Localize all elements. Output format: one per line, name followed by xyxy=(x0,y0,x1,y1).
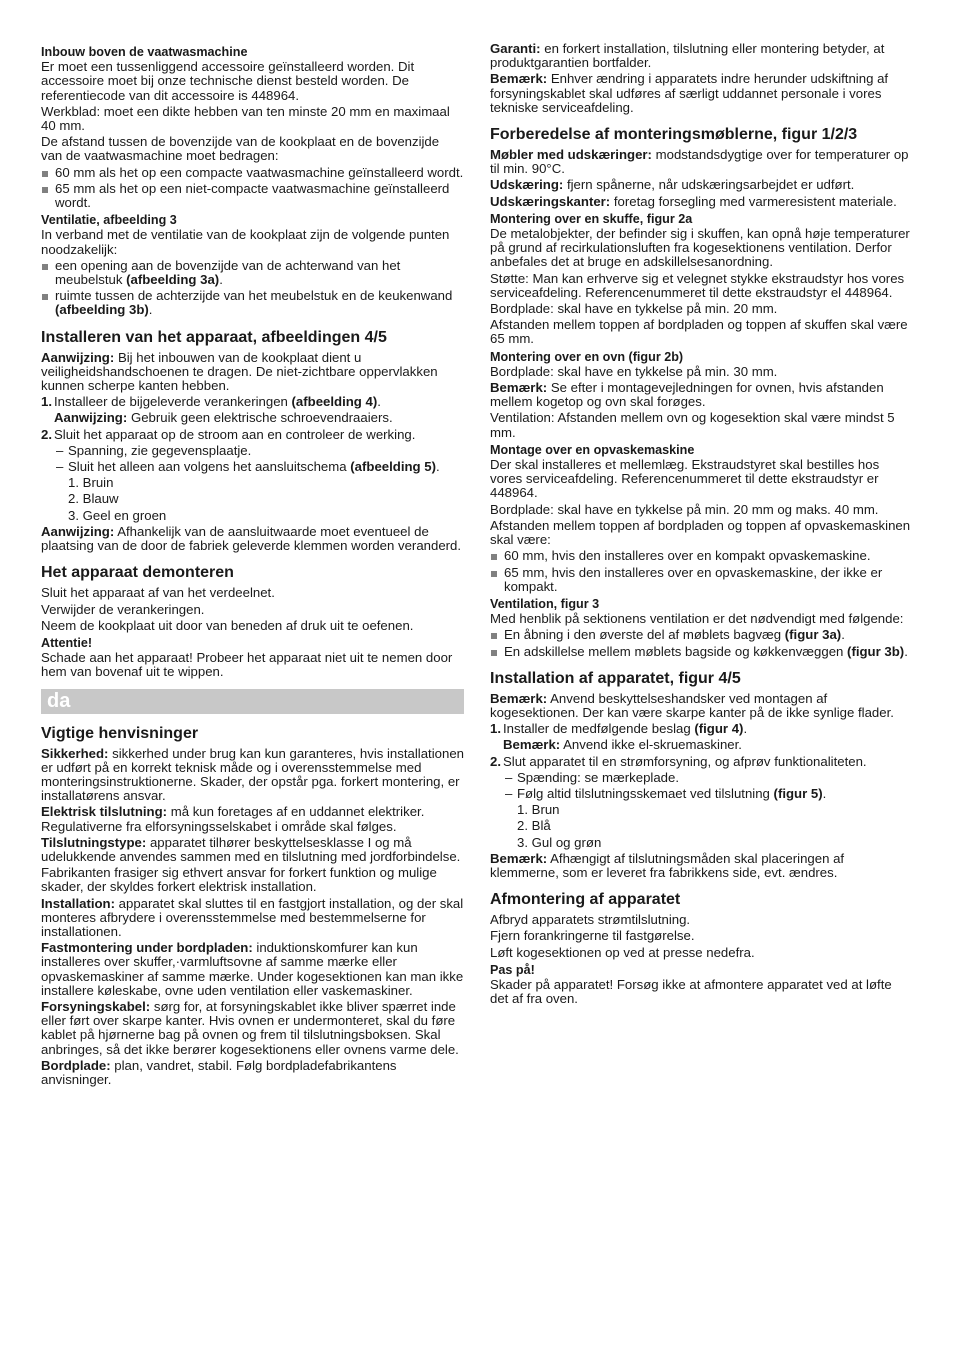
term-text: modstandsdygtige over for temperaturer op til min. 90°C. xyxy=(490,147,909,177)
note xyxy=(490,852,913,880)
bullet-item: En adskillelse mellem møblets bagside og køkkenvæggen (figur 3b). xyxy=(490,645,913,659)
note-label: Bemærk: xyxy=(503,737,561,753)
step-number: 2. xyxy=(41,426,52,442)
paragraph xyxy=(41,1059,464,1087)
paragraph: Afstanden mellem toppen af bordpladen og toppen af skuffen skal være 65 mm. xyxy=(490,317,908,347)
step-text: Sluit het apparaat op de stroom aan en controleer de werking. xyxy=(54,426,416,442)
dash-item: – Følg altid tilslutningsskemaet ved tilslutning (figur 5). xyxy=(490,787,913,801)
paragraph: Der skal installeres et mellemlæg. Ekstraudstyret skal bestilles hos vores serviceafdeling. Referencenummeret til dette ekstraudstyr er 448964. xyxy=(490,457,880,501)
dash-item xyxy=(41,444,464,458)
paragraph: Verwijder de verankeringen. xyxy=(41,601,205,617)
step-note xyxy=(490,738,913,752)
dash-text: Sluit het alleen aan volgens het aansluitschema xyxy=(68,459,347,475)
step-item xyxy=(41,428,464,442)
note-text: Afhængigt af tilslutningsmåden skal placeringen af klemmerne, som er leveret fra fabrikkens side, evt. ændres. xyxy=(490,850,845,880)
paragraph: Sluit het apparaat af van het verdeelnet. xyxy=(41,585,275,601)
section-subtitle: Ventilatie, afbeelding 3 xyxy=(41,213,177,228)
dash-text: Spænding: se mærkeplade. xyxy=(517,769,680,785)
ordered-item: 1. Bruin xyxy=(68,475,114,491)
figure-ref: (afbeelding 4) xyxy=(291,394,378,410)
figure-ref: (afbeelding 3b) xyxy=(55,302,149,318)
paragraph: Afstanden mellem toppen af bordpladen og toppen af opvaskemaskinen skal være: xyxy=(490,517,911,548)
bullet-item: En åbning i den øverste del af møblets bagvæg (figur 3a). xyxy=(490,628,913,642)
paragraph: Bordplade: skal have en tykkelse på min. 30 mm. xyxy=(490,363,778,379)
dash-text: Følg altid tilslutningsskemaet ved tilslutning xyxy=(517,785,770,801)
paragraph xyxy=(490,148,913,176)
section-heading: Het apparaat demonteren xyxy=(41,564,234,582)
paragraph: Afbryd apparatets strømtilslutning. xyxy=(490,912,691,928)
ordered-item: 2. Blauw xyxy=(68,491,119,507)
warning-title: Pas på! xyxy=(490,962,535,977)
section-subtitle: Montering over en ovn (figur 2b) xyxy=(490,349,684,364)
bullet-text: 65 mm, hvis den installeres over en opvaskemaskine, der ikke er kompakt. xyxy=(504,564,883,594)
note xyxy=(41,525,464,553)
note xyxy=(490,692,913,720)
paragraph xyxy=(490,72,913,115)
term-label: Forsyningskabel: xyxy=(41,998,151,1014)
bullet-text: 60 mm als het op een compacte vaatwasmachine geïnstalleerd wordt. xyxy=(55,164,464,180)
section-subtitle: Inbouw boven de vaatwasmachine xyxy=(41,45,248,59)
term-text: fjern spånerne, når udskæringsarbejdet er udført. xyxy=(566,177,855,193)
bullet-text: En adskillelse mellem møblets bagside og køkkenvæggen xyxy=(504,643,844,659)
term-text: induktionskomfurer kan kun installeres over skuffer,·varmluftsovne af samme mærke eller opvaskemaskiner af samme mærke. Under kogesektionen kan man ikke installere køleskabe, ovne uden ventilation eller vaskemaskiner. xyxy=(41,940,464,998)
step-number: 2. xyxy=(490,753,501,769)
paragraph: De afstand tussen de bovenzijde van de kookplaat en de bovenzijde van de vaatwasmachine moet bedragen: xyxy=(41,134,440,164)
section-subtitle: Montering over en skuffe, figur 2a xyxy=(490,211,693,226)
step-item: 1. Installeer de bijgeleverde verankeringen (afbeelding 4). xyxy=(41,394,381,410)
paragraph xyxy=(490,178,913,192)
section-subtitle: Ventilation, figur 3 xyxy=(490,596,600,611)
bullet-text: En åbning i den øverste del af møblets bagvæg xyxy=(504,627,782,643)
dash-text: Spanning, zie gegevensplaatje. xyxy=(68,442,252,458)
warning-text: Schade aan het apparaat! Probeer het apparaat niet uit te nemen door hem van bovenaf uit te wippen. xyxy=(41,650,453,680)
term-label: Udskæring: xyxy=(490,177,564,193)
term-text: apparatet skal sluttes til en fastgjort installation, og der skal monteres afbrydere i overensstemmelse med bestemmelserne for installationen. xyxy=(41,895,464,939)
note-label: Aanwijzing: xyxy=(41,523,115,539)
paragraph: Werkblad: moet een dikte hebben van ten minste 20 mm en maximaal 40 mm. xyxy=(41,103,450,134)
paragraph: Fabrikanten frasiger sig ethvert ansvar for forkert funktion og mulige skader, der skyldes forkert elektrisk installation. xyxy=(41,865,437,895)
term-text: sørg for, at forsyningskablet ikke bliver spærret inde eller ført over skarpe kanter. Hvis ovnen er undermonteret, skal du føre kablet på hjørnerne bag på ovnen og frem til tilslutningsboksen. Skal anbringes, så det ikke berører kogesektionens eller ovnens varme dele. xyxy=(41,998,459,1057)
bullet-text: 60 mm, hvis den installeres over en kompakt opvaskemaskine. xyxy=(504,548,871,564)
note-label: Bemærk: xyxy=(490,690,548,706)
ordered-item: 2. Blå xyxy=(517,818,551,834)
dash-item xyxy=(490,771,913,785)
term-text: apparatet tilhører beskyttelsesklasse I og må udelukkende anvendes sammen med en tilslutning med jordforbindelse. xyxy=(41,834,461,864)
term-label: Fastmontering under bordpladen: xyxy=(41,940,253,956)
bullet-item: een opening aan de bovenzijde van de achterwand van het meubelstuk (afbeelding 3a). xyxy=(41,259,464,287)
step-item: 1. Installer de medfølgende beslag (figur 4). xyxy=(490,721,748,737)
bullet-item xyxy=(490,566,913,594)
note-label: Aanwijzing: xyxy=(54,410,128,426)
term-label: Sikkerhed: xyxy=(41,745,109,761)
term-text: sikkerhed under brug kan kun garanteres, hvis installationen er udført på en korrekt teknisk måde og i overensstemmelse med monteringsinstruktionerne. Skader, der opstår pga. forkert montering, er installatørens ansvar. xyxy=(41,745,464,804)
ordered-item: 3. Geel en groen xyxy=(68,507,167,523)
warning-title: Attentie! xyxy=(41,635,93,650)
term-label: Møbler med udskæringer: xyxy=(490,147,652,163)
bullet-text: ruimte tussen de achterzijde van het meubelstuk en de keukenwand xyxy=(55,288,453,304)
figure-ref: (figur 4) xyxy=(694,721,744,737)
term-label: Elektrisk tilslutning: xyxy=(41,804,168,820)
term-label: Tilslutningstype: xyxy=(41,834,147,850)
term-text: en forkert installation, tilslutning eller montering betyder, at produktgarantien bortfalder. xyxy=(490,41,885,71)
paragraph: Støtte: Man kan erhverve sig et velegnet stykke ekstraudstyr hos vores serviceafdeling. Referencenummeret til dette ekstraudstyr el 448964. xyxy=(490,270,905,300)
figure-ref: (figur 3a) xyxy=(784,627,842,643)
section-heading: Installation af apparatet, figur 4/5 xyxy=(490,669,741,687)
figure-ref: (afbeelding 5) xyxy=(350,459,436,475)
term-label: Bordplade: xyxy=(41,1057,111,1073)
paragraph: Bordplade: skal have en tykkelse på min. 20 mm og maks. 40 mm. xyxy=(490,501,879,517)
section-heading: Afmontering af apparatet xyxy=(490,891,681,909)
paragraph: Med henblik på sektionens ventilation er det nødvendigt med følgende: xyxy=(490,611,904,627)
note-label: Aanwijzing: xyxy=(41,349,115,365)
paragraph: Er moet een tussenliggend accessoire geïnstalleerd worden. Dit accessoire moet bij onze technische dienst besteld worden. De referentiecode van dit accessoire is 448964. xyxy=(41,59,415,103)
paragraph: Neem de kookplaat uit door van beneden af druk uit te oefenen. xyxy=(41,617,414,633)
bullet-item: ruimte tussen de achterzijde van het meubelstuk en de keukenwand (afbeelding 3b). xyxy=(41,289,464,317)
bullet-item xyxy=(41,182,464,210)
paragraph xyxy=(41,1000,464,1057)
language-bar: da xyxy=(41,689,464,714)
term-text: foretag forsegling med varmeresistent materiale. xyxy=(613,193,897,209)
step-number: 1. xyxy=(490,721,501,737)
bullet-item xyxy=(41,166,464,180)
paragraph xyxy=(41,836,464,864)
term-label: Bemærk: xyxy=(490,380,548,396)
bullet-item xyxy=(490,549,913,563)
note-label: Bemærk: xyxy=(490,850,548,866)
note-text: Anvend ikke el-skruemaskiner. xyxy=(563,737,742,753)
paragraph: Løft kogesektionen op ved at presse nedefra. xyxy=(490,944,755,960)
step-text: Slut apparatet til en strømforsyning, og afprøv funktionaliteten. xyxy=(503,753,867,769)
section-subtitle: Montage over en opvaskemaskine xyxy=(490,442,695,457)
paragraph: In verband met de ventilatie van de kookplaat zijn de volgende punten noodzakelijk: xyxy=(41,227,450,257)
section-heading: Installeren van het apparaat, afbeeldingen 4/5 xyxy=(41,328,387,346)
step-note xyxy=(41,411,464,425)
ordered-item: 1. Brun xyxy=(517,802,560,818)
paragraph xyxy=(490,381,913,409)
figure-ref: (figur 3b) xyxy=(847,643,905,659)
term-label: Installation: xyxy=(41,895,115,911)
dash-item: – Sluit het alleen aan volgens het aansluitschema (afbeelding 5). xyxy=(41,460,464,474)
right-column xyxy=(490,42,913,1008)
paragraph xyxy=(490,195,913,209)
note-text: Afhankelijk van de aansluitwaarde moet eventueel de plaatsing van de door de fabriek geleverde klemmen worden veranderd. xyxy=(41,523,462,554)
term-text: Enhver ændring i apparatets indre herunder udskiftning af forsyningskablet skal udføres af særligt uddannet personale i vores tekniske serviceafdeling. xyxy=(490,71,889,115)
warning-text: Skader på apparatet! Forsøg ikke at afmontere apparatet ved at løfte det af fra oven. xyxy=(490,976,892,1007)
term-label: Bemærk: xyxy=(490,71,548,87)
term-label: Garanti: xyxy=(490,41,541,56)
term-text: Se efter i montagevejledningen for ovnen, hvis afstanden mellem kogetop og ovn skal forøges. xyxy=(490,380,884,410)
bullet-text: 65 mm als het op een niet-compacte vaatwasmachine geïnstalleerd wordt. xyxy=(55,180,450,211)
ordered-item: 3. Gul og grøn xyxy=(517,834,602,850)
term-text: plan, vandret, stabil. Følg bordpladefabrikantens anvisninger. xyxy=(41,1057,397,1087)
term-label: Udskæringskanter: xyxy=(490,193,611,209)
figure-ref: (afbeelding 3a) xyxy=(126,272,220,288)
bullet-text: een opening aan de bovenzijde van de achterwand van het meubelstuk xyxy=(55,257,401,288)
paragraph xyxy=(41,747,464,804)
term-text: må kun foretages af en uddannet elektriker. Regulativerne fra elforsyningsselskabet i område skal følges. xyxy=(41,804,425,834)
note xyxy=(41,351,464,394)
note-text: Gebruik geen elektrische schroevendraaiers. xyxy=(130,410,393,426)
step-text: Installeer de bijgeleverde verankeringen xyxy=(54,394,288,410)
paragraph: De metalobjekter, der befinder sig i skuffen, kan opnå høje temperaturer på grund af recirkulationsluften fra kogesektionens ventilation. Derfor anbefales det at bruge en adskillelsesanordning. xyxy=(490,226,910,270)
paragraph xyxy=(490,42,913,70)
left-column xyxy=(41,42,464,1089)
note-text: Bij het inbouwen van de kookplaat dient u veiligheidshandschoenen te dragen. De niet-zichtbare oppervlakken kunnen scherpe kanten hebben. xyxy=(41,349,438,394)
paragraph xyxy=(41,805,464,833)
section-heading: Vigtige henvisninger xyxy=(41,724,199,742)
paragraph: Fjern forankringerne til fastgørelse. xyxy=(490,928,695,944)
paragraph xyxy=(41,941,464,998)
step-number: 1. xyxy=(41,394,52,410)
step-text: Installer de medfølgende beslag xyxy=(503,721,691,737)
paragraph: Bordplade: skal have en tykkelse på min. 20 mm. xyxy=(490,301,778,317)
paragraph: Ventilation: Afstanden mellem ovn og kogesektion skal være mindst 5 mm. xyxy=(490,410,895,440)
step-item xyxy=(490,755,913,769)
paragraph xyxy=(41,897,464,940)
note-text: Anvend beskyttelseshandsker ved montagen af kogesektionen. Der kan være skarpe kanter på de ikke synlige flader. xyxy=(490,690,894,720)
figure-ref: (figur 5) xyxy=(773,785,823,801)
section-heading: Forberedelse af monteringsmøblerne, figur 1/2/3 xyxy=(490,126,858,144)
